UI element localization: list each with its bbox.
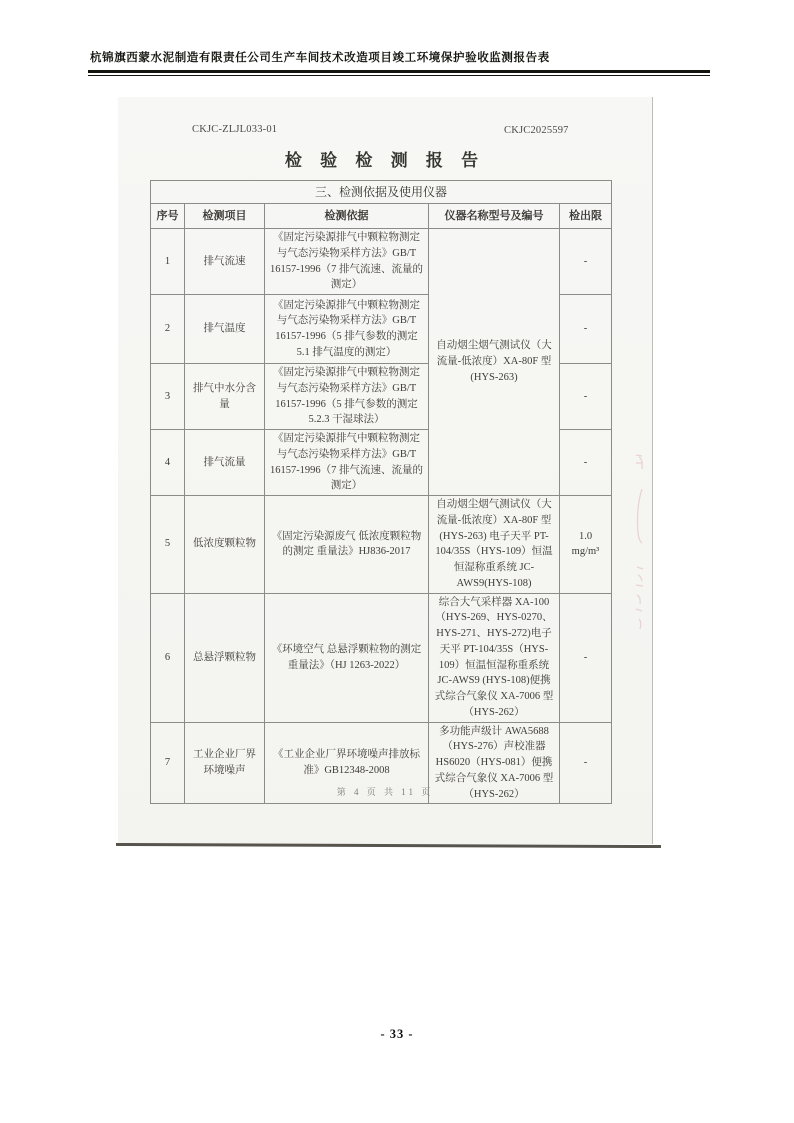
cell-basis: 《固定污染源排气中颗粒物测定与气态污染物采样方法》GB/T 16157-1996（5 排气参数的测定 5.1 排气温度的测定） bbox=[265, 295, 429, 364]
cell-instrument: 自动烟尘烟气测试仪（大流量-低浓度）XA-80F 型 (HYS-263) 电子天平 PT-104/35S（HYS-109）恒温恒湿称重系统 JC-AWS9(HYS-108) bbox=[429, 496, 560, 594]
cell-basis: 《环境空气 总悬浮颗粒物的测定 重量法》（HJ 1263-2022） bbox=[265, 593, 429, 722]
cell-basis: 《固定污染源排气中颗粒物测定与气态污染物采样方法》GB/T 16157-1996（5 排气参数的测定 5.2.3 干湿球法） bbox=[265, 364, 429, 430]
cell-seq: 1 bbox=[151, 229, 185, 295]
cell-limit: - bbox=[560, 593, 612, 722]
header-divider-thick bbox=[88, 70, 710, 73]
cell-basis: 《固定污染源废气 低浓度颗粒物的测定 重量法》HJ836-2017 bbox=[265, 496, 429, 594]
cell-seq: 3 bbox=[151, 364, 185, 430]
cell-basis: 《固定污染源排气中颗粒物测定与气态污染物采样方法》GB/T 16157-1996（7 排气流速、流量的测定） bbox=[265, 229, 429, 295]
header-divider-thin bbox=[88, 75, 710, 76]
cell-item: 排气流速 bbox=[185, 229, 265, 295]
cell-limit: - bbox=[560, 430, 612, 496]
cell-limit: 1.0 mg/m³ bbox=[560, 496, 612, 594]
cell-instrument: 综合大气采样器 XA-100（HYS-269、HYS-0270、HYS-271、HYS-272)电子天平 PT-104/35S（HYS-109）恒温恒湿称重系统 JC-AWS9 (HYS-108)便携式综合气象仪 XA-7006 型（HYS-262） bbox=[429, 593, 560, 722]
table-section-row bbox=[151, 181, 612, 204]
cell-seq: 7 bbox=[151, 722, 185, 804]
cell-item: 低浓度颗粒物 bbox=[185, 496, 265, 594]
table-row bbox=[151, 229, 612, 295]
cell-limit: - bbox=[560, 229, 612, 295]
cell-item: 排气温度 bbox=[185, 295, 265, 364]
doc-code-right: CKJC2025597 bbox=[504, 125, 569, 136]
doc-code-left: CKJC-ZLJL033-01 bbox=[192, 124, 278, 135]
scan-bottom-edge bbox=[116, 842, 661, 847]
cell-seq: 6 bbox=[151, 593, 185, 722]
scanned-document-page bbox=[118, 97, 653, 844]
ink-bleed-artifact bbox=[630, 449, 648, 639]
cell-seq: 2 bbox=[151, 295, 185, 364]
table-section-title: 三、检测依据及使用仪器 bbox=[151, 181, 612, 204]
table-header-row bbox=[151, 204, 612, 229]
cell-limit: - bbox=[560, 364, 612, 430]
cell-instrument-merged: 自动烟尘烟气测试仪（大流量-低浓度）XA-80F 型 (HYS-263) bbox=[429, 229, 560, 496]
cell-seq: 4 bbox=[151, 430, 185, 496]
column-header-instrument: 仪器名称型号及编号 bbox=[429, 204, 560, 229]
cell-item: 排气中水分含量 bbox=[185, 364, 265, 430]
cell-basis: 《固定污染源排气中颗粒物测定与气态污染物采样方法》GB/T 16157-1996（7 排气流速、流量的测定） bbox=[265, 430, 429, 496]
cell-basis: 《工业企业厂界环境噪声排放标准》GB12348-2008 bbox=[265, 722, 429, 804]
cell-item: 工业企业厂界环境噪声 bbox=[185, 722, 265, 804]
column-header-basis: 检测依据 bbox=[265, 204, 429, 229]
cell-instrument: 多功能声级计 AWA5688（HYS-276）声校准器 HS6020（HYS-081）便携式综合气象仪 XA-7006 型（HYS-262） bbox=[429, 722, 560, 804]
column-header-limit: 检出限 bbox=[560, 204, 612, 229]
page-title: 杭锦旗西蒙水泥制造有限责任公司生产车间技术改造项目竣工环境保护验收监测报告表 bbox=[90, 52, 550, 64]
scan-page-footer: 第 4 页 共 11 页 bbox=[336, 787, 434, 797]
cell-seq: 5 bbox=[151, 496, 185, 594]
table-row bbox=[151, 593, 612, 722]
column-header-item: 检测项目 bbox=[185, 204, 265, 229]
page-number: - 33 - bbox=[380, 1027, 414, 1041]
cell-item: 总悬浮颗粒物 bbox=[185, 593, 265, 722]
column-header-seq: 序号 bbox=[151, 204, 185, 229]
instruments-table bbox=[150, 180, 612, 804]
report-title: 检 验 检 测 报 告 bbox=[284, 151, 486, 170]
cell-item: 排气流量 bbox=[185, 430, 265, 496]
cell-limit: - bbox=[560, 722, 612, 804]
cell-limit: - bbox=[560, 295, 612, 364]
table-row bbox=[151, 496, 612, 594]
